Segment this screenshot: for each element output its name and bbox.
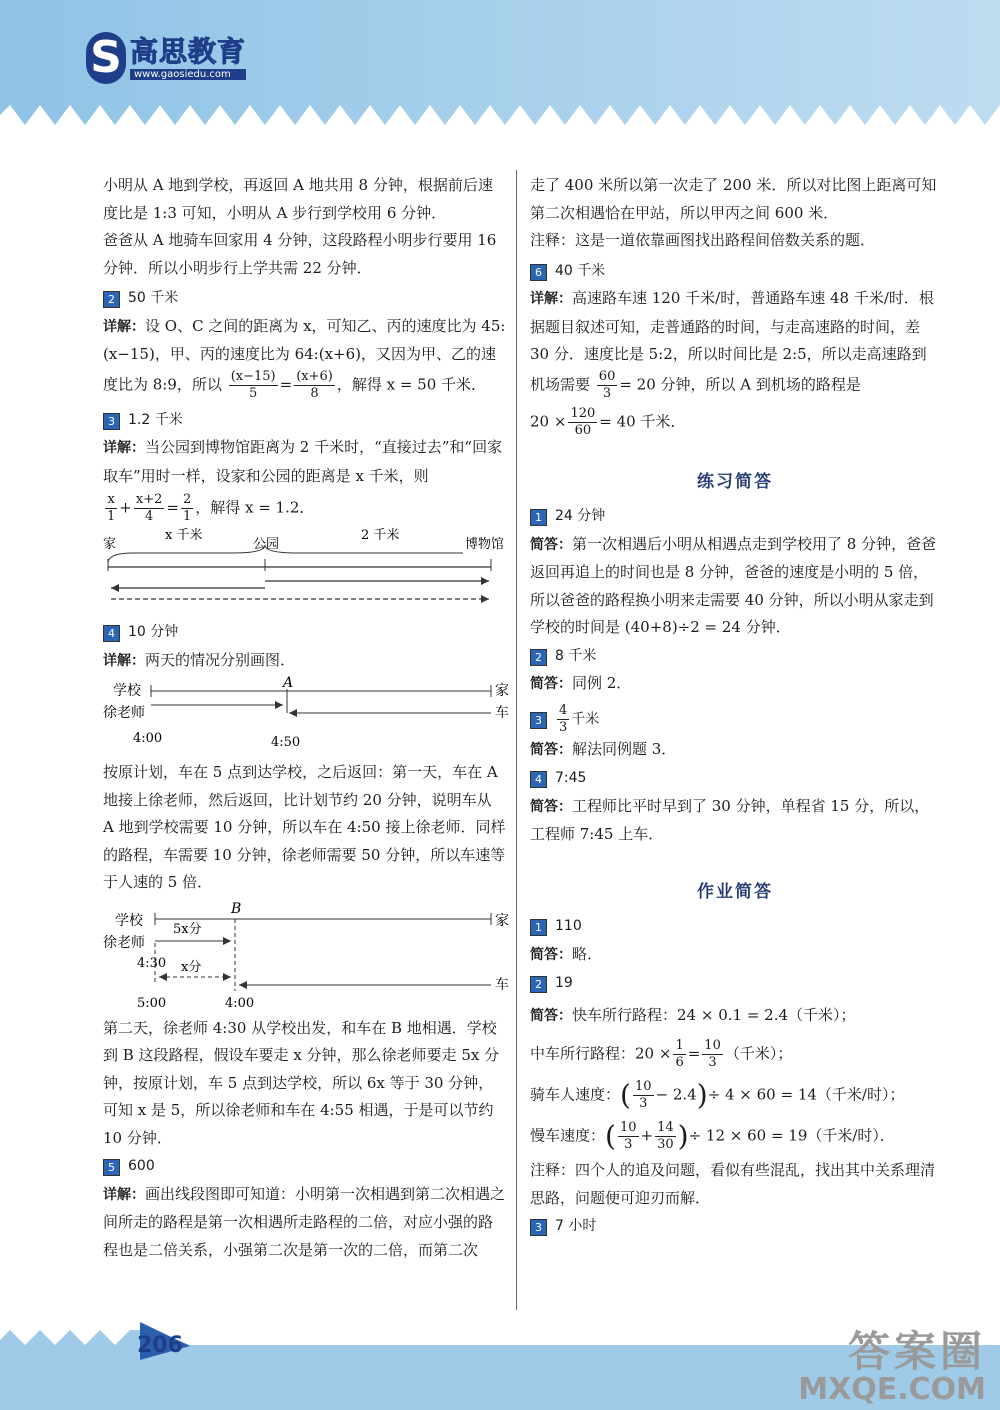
q3-museum-label: 博物馆 (465, 537, 505, 552)
q6-explanation: 详解：高速路车速 120 千米/时，普通路车速 48 千米/时．根据题目叙述可知，走普通路的时间，与走高速路的时间，差 30 分．速度比是 5:2，所以时间比是 2:5，所以走高速路到机场需要 $\frac{60}{3}$ = 20 分钟，所以 A 到机场的路程是 (530, 289, 934, 401)
p1-header: 1 24 分钟 (530, 502, 940, 531)
svg-text:4:00: 4:00 (133, 731, 163, 746)
p4-explanation: 简答：工程师比平时早到了 30 分钟，单程省 15 分，所以，工程师 7:45 上车． (530, 796, 930, 843)
p1-explanation: 简答：第一次相遇后小明从相遇点走到学校用了 8 分钟，爸爸返回再追上的时间也是 8 分钟，爸爸的速度是小明的 5 倍，所以爸爸的路程换小明来走需要 40 分钟，所以小明从家走到学校的时间是 (40+8)÷2 = 24 分钟． (530, 534, 937, 636)
q2-label: 详解： (103, 318, 145, 335)
q4-day1-diagram (103, 675, 507, 755)
svg-text:x分: x分 (181, 959, 202, 975)
q4-answer: 10 分钟 (128, 624, 179, 640)
q3-xkm-label: x 千米 (165, 528, 203, 543)
q3-explanation (103, 434, 507, 490)
svg-text:B: B (231, 900, 242, 917)
p2-explanation: 简答：同例 2． (530, 674, 632, 692)
q2-answer: 50 千米 (128, 290, 179, 306)
brand-logo (86, 32, 246, 84)
right-column (530, 172, 940, 1241)
column-divider (516, 170, 517, 1310)
svg-text:4:50: 4:50 (271, 735, 301, 750)
q5-answer: 600 (128, 1158, 155, 1174)
q5-label: 详解： (103, 1186, 145, 1203)
svg-text:家: 家 (495, 912, 509, 929)
q2-number: 2 (103, 291, 120, 308)
practice-section-title: 练习简答 (697, 471, 773, 492)
q4-paragraph-2: 第二天，徐老师 4:30 从学校出发，和车在 B 地相遇．学校到 B 这段路程，假设车要走 x 分钟，那么徐老师要走 5x 分钟，按原计划，车 5 点到达学校，所以 6x 等于 30 分钟，可知 x 是 5，所以徐老师和车在 4:55 相遇，于是可以节约 10 分钟． (103, 1018, 500, 1147)
q2-fraction-1: $\frac{(x-15)}{5}$ (230, 368, 276, 401)
q6-number: 6 (530, 264, 547, 281)
q6-header (530, 257, 940, 286)
left-column (103, 172, 507, 1264)
q4-number: 4 (103, 625, 120, 642)
svg-text:家: 家 (495, 683, 509, 699)
q3-park-label: 公园 (253, 537, 280, 552)
page-number: 206 (137, 1333, 183, 1358)
p2-header: 2 8 千米 (530, 642, 940, 671)
page-header (0, 0, 1000, 150)
q4-paragraph: 按原计划，车在 5 点到达学校，之后返回：第一天，车在 A 地接上徐老师，然后返回，比计划节约 20 分钟，说明车从 A 地到学校需要 10 分钟，所以车在 4:50 接上徐老师．同样的路程，车需要 10 分钟，徐老师需要 50 分钟，所以车速等于人速的 5 倍． (103, 763, 506, 891)
q2-explanation: 详解：设 O、C 之间的距离为 x，可知乙、丙的速度比为 45:(x−15)，甲、丙的速度比为 64:(x+6)，又因为甲、乙的速度比为 8:9，所以 $\frac{(x-15)}{5}$ = $\frac{(x+6)}{8}$ ，解得 x = 50 千米． (103, 316, 506, 401)
h2-line-3: 骑车人速度：( $\frac{10}{3}$ − 2.4)÷ 4 × 60 = 14（千米/时）； (530, 1078, 905, 1112)
svg-text:学校: 学校 (113, 683, 141, 699)
h2-line-1: 简答：快车所行路程：24 × 0.1 = 2.4（千米）； (530, 1005, 856, 1024)
q5-note: 注释：这是一道依靠画图找出路程间倍数关系的题． (530, 231, 876, 249)
watermark-site: MXQE.COM (798, 1372, 986, 1407)
q3-header (103, 406, 507, 435)
svg-text:车: 车 (495, 976, 509, 993)
q3-number: 3 (103, 413, 120, 430)
logo-mark: S (86, 32, 126, 84)
svg-text:车: 车 (495, 705, 509, 721)
q6-equation: 20 × $\frac{120}{60}$ = 40 千米． (530, 405, 686, 438)
svg-text:4:00: 4:00 (225, 995, 255, 1011)
q4-header (103, 618, 507, 647)
q5-number: 5 (103, 1159, 120, 1176)
svg-text:A: A (283, 675, 294, 691)
q3-segment-diagram (103, 528, 507, 616)
q3-text1: 当公园到博物馆距离为 2 千米时，“直接过去”和“回家取车”用时一样，设家和公园的距离是 x 千米，则 (103, 438, 503, 485)
q2-text2: ，解得 x = 50 千米． (336, 375, 487, 393)
p3-header: 3 $\frac{4}{3}$ 千米 (530, 703, 940, 736)
svg-text:5x分: 5x分 (173, 921, 202, 937)
h2-header: 2 19 (530, 969, 940, 998)
svg-text:徐老师: 徐老师 (103, 705, 145, 721)
q5-explanation: 详解：画出线段图即可知道：小明第一次相遇到第二次相遇之间所走的路程是第一次相遇所走路程的二倍，对应小强的路程也是二倍关系，小强第二次是第一次的二倍，而第二次 (103, 1184, 506, 1259)
intro-paragraph-1: 小明从 A 地到学校，再返回 A 地共用 8 分钟，根据前后速度比是 1:3 可知，小明从 A 步行到学校用 6 分钟． (103, 176, 493, 222)
h2-line-4: 慢车速度：( $\frac{10}{3}$ + $\frac{14}{30}$ )÷ 12 × 60 = 19（千米/时）． (530, 1119, 895, 1153)
svg-text:5:00: 5:00 (137, 995, 167, 1011)
q6-answer: 40 千米 (555, 262, 606, 279)
watermark (798, 1327, 986, 1407)
h1-header: 1 110 (530, 912, 940, 941)
h2-note: 注释：四个人的追及问题，看似有些混乱，找出其中关系理清思路，问题便可迎刃而解． (530, 1161, 936, 1207)
brand-url: www.gaosiedu.com (130, 69, 246, 80)
q3-label: 详解： (103, 440, 145, 456)
h1-explanation: 简答：略． (530, 944, 603, 963)
homework-section-title: 作业简答 (697, 881, 773, 902)
brand-name: 高思教育 (130, 34, 247, 68)
svg-text:学校: 学校 (115, 912, 143, 929)
q5-header (103, 1152, 507, 1181)
q2-fraction-2: $\frac{(x+6)}{8}$ (296, 368, 333, 401)
q3-home-label: 家 (103, 537, 117, 552)
watermark-title: 答案圈 (847, 1327, 986, 1376)
q3-equation: $\frac{x}{1}$ + $\frac{x+2}{4}$ = $\frac{2}{1}$ ，解得 x = 1.2． (107, 492, 315, 524)
q2-text1: 设 O、C 之间的距离为 x，可知乙、丙的速度比为 45:(x−15)，甲、丙的速度比为 64:(x+6)，又因为甲、乙的速度比为 8:9，所以 (103, 316, 506, 393)
q2-header (103, 284, 507, 313)
svg-text:徐老师: 徐老师 (103, 934, 145, 951)
h3-header: 3 7 小时 (530, 1212, 940, 1241)
q4-day2-diagram (103, 901, 507, 1011)
p3-explanation: 简答：解法同例题 3． (530, 739, 677, 758)
q3-answer: 1.2 千米 (128, 411, 183, 428)
p4-header: 4 7:45 (530, 764, 940, 793)
intro-paragraph-2: 爸爸从 A 地骑车回家用 4 分钟，这段路程小明步行要用 16 分钟．所以小明步行上学共需 22 分钟． (103, 231, 497, 277)
q3-text2: ，解得 x = 1.2． (195, 498, 315, 517)
q3-2km-label: 2 千米 (361, 528, 400, 543)
h2-line-2: 中车所行路程：20 × $\frac{1}{6}$ = $\frac{10}{3}$ （千米）； (530, 1038, 793, 1070)
q4-label: 详解： (103, 652, 145, 669)
svg-text:4:30: 4:30 (137, 955, 167, 971)
q5-continuation: 走了 400 米所以第一次走了 200 米．所以对比图上距离可知第二次相遇恰在甲站，所以甲丙之间 600 米． (530, 176, 937, 222)
q4-explanation: 详解：两天的情况分别画图． (103, 650, 296, 669)
